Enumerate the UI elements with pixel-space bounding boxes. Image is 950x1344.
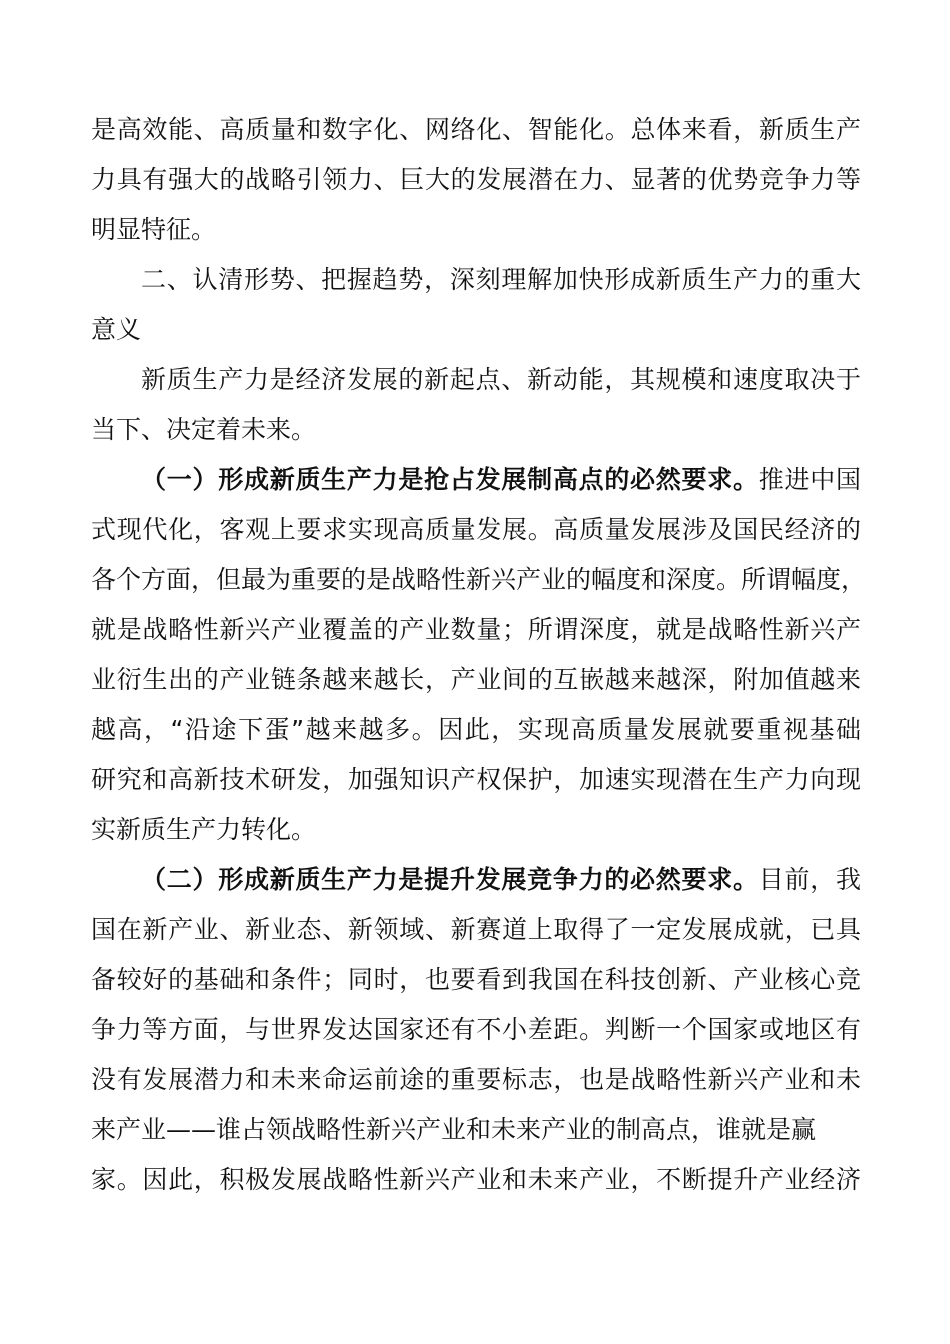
body-line: 就是战略性新兴产业覆盖的产业数量；所谓深度，就是战略性新兴产	[91, 615, 861, 644]
body-line: 各个方面，但最为重要的是战略性新兴产业的幅度和深度。所谓幅度，	[91, 565, 867, 594]
subsection-heading: （一）形成新质生产力是抢占发展制高点的必然要求。	[141, 465, 759, 494]
body-text: 目前，我	[758, 865, 861, 894]
body-line: 备较好的基础和条件；同时，也要看到我国在科技创新、产业核心竞	[91, 965, 861, 994]
body-line: 没有发展潜力和未来命运前途的重要标志，也是战略性新兴产业和未	[91, 1065, 861, 1094]
body-line: 争力等方面，与世界发达国家还有不小差距。判断一个国家或地区有	[91, 1015, 861, 1044]
body-line: 是高效能、高质量和数字化、网络化、智能化。总体来看，新质生产	[91, 115, 861, 144]
subsection-line	[141, 460, 861, 500]
body-line: 当下、决定着未来。	[91, 415, 317, 444]
body-line: 研究和高新技术研发，加强知识产权保护，加速实现潜在生产力向现	[91, 765, 861, 794]
subsection-line	[141, 860, 861, 900]
body-line: 国在新产业、新业态、新领域、新赛道上取得了一定发展成就，已具	[91, 915, 861, 944]
subsection-heading: （二）形成新质生产力是提升发展竞争力的必然要求。	[141, 865, 759, 894]
body-line: 来产业——谁占领战略性新兴产业和未来产业的制高点，谁就是赢	[91, 1115, 817, 1144]
body-line: 家。因此，积极发展战略性新兴产业和未来产业，不断提升产业经济	[91, 1165, 861, 1194]
body-line: 实新质生产力转化。	[91, 815, 317, 844]
body-line: 越高，“沿途下蛋”越来越多。因此，实现高质量发展就要重视基础	[91, 715, 861, 744]
body-text: 推进中国	[758, 465, 861, 494]
body-line: 式现代化，客观上要求实现高质量发展。高质量发展涉及国民经济的	[91, 515, 861, 544]
body-line: 明显特征。	[91, 215, 217, 244]
section-heading: 二、认清形势、把握趋势，深刻理解加快形成新质生产力的重大	[141, 265, 861, 294]
section-heading-continued: 意义	[91, 315, 142, 344]
body-line: 力具有强大的战略引领力、巨大的发展潜在力、显著的优势竞争力等	[91, 165, 861, 194]
body-line: 新质生产力是经济发展的新起点、新动能，其规模和速度取决于	[141, 365, 861, 394]
body-line: 业衍生出的产业链条越来越长，产业间的互嵌越来越深，附加值越来	[91, 665, 861, 694]
